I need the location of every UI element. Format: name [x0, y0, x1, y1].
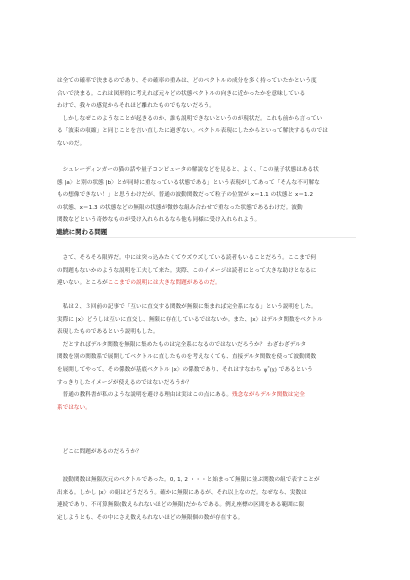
- text-line: 関数を別の関数系で展開してベクトルに直したものを考えなくても、直接デルタ関数を使って波動関数: [57, 354, 317, 361]
- emphasis-red-text: ここまでの説明には大きな問題があるのだ。: [107, 280, 221, 287]
- text-line: 出来る。しかし |x〉の組はどうだろう。確かに無限にあるが、それ以上なのだ。なぜなら、実数は: [57, 489, 307, 496]
- text-line: 表現したものであるという説明もした。: [57, 329, 159, 336]
- text-line: さて、そろそろ限界だ。中には突っ込みたくてウズウズしている読者もいることだろう。ここまで何: [57, 255, 317, 261]
- heading-divider: [56, 237, 356, 238]
- text-line: ないのだ。: [57, 140, 86, 147]
- text-line: 波動関数は無限次元のベクトルであった。0, 1, 2 ・・・と始まって無限に並ぶ関数の組で表すことが: [57, 477, 320, 483]
- section-heading: 連続に関わる問題: [56, 228, 108, 236]
- text-line: シュレーディンガーの猫の話や量子コンピュータの解説などを見ると、よく、「この量子状態はある状: [57, 167, 319, 173]
- schrodinger-paragraph: [57, 164, 357, 227]
- text-fragment: を展開してやって、その係数が基底ベクトル |x〉の係数であり、それはすなわち: [57, 366, 262, 373]
- text-line: 態 |a〉と別の状態 |b〉とが同時に重なっている状態である」という表現がしてあって「そんな不可解な: [57, 179, 320, 186]
- text-line: は全ての確率で決まるのであり、その確率の重みは、どのベクトルの成分を多く持っていたかという度: [57, 78, 317, 84]
- emphasis-red-text: 残念ながらデルタ関数は完全: [231, 392, 305, 399]
- text-line: [57, 277, 357, 290]
- text-line: の問題もないかのような説明を工夫して来た。実際、このイメージは読者にとって大きな助けとなるに: [57, 267, 317, 274]
- inline-formula: [264, 364, 277, 375]
- emphasis-red-text: 系ではない。: [57, 404, 91, 411]
- delta-function-paragraph: [57, 301, 357, 414]
- infinity-paragraph: [57, 474, 357, 524]
- intro-paragraph: [57, 75, 357, 151]
- text-fragment: 普通の教科書が私のような説明を避ける理由は実はこの点にある。: [57, 392, 232, 399]
- text-line: すっきりしたイメージが使えるのではないだろうか？: [57, 379, 192, 386]
- text-line: 連続であり、不可算無限(数えられないほどの無限)だからである。例え座標の区間をある範囲に限: [57, 502, 305, 509]
- text-line: [57, 364, 357, 377]
- text-line: もの想像できない！」と思うわけだが、普通の波動関数だって粒子の位置が x＝1.1 の状態と x＝1.2: [57, 192, 314, 199]
- text-line: だとすればデルタ関数を無限に集めたものは完全系になるのではないだろうか？ わざわざデルタ: [57, 341, 307, 348]
- text-line: 定しようとも、その中にさえ数えられないほどの無限個の数が存在する。: [57, 514, 244, 521]
- text-fragment: 違いない。ところが: [57, 280, 108, 287]
- text-line: 合いで決まる。これは図形的に考えれば元々どの状態ベクトルの向きに近かったかを意味している: [57, 90, 306, 97]
- text-line: どこに問題があるのだろうか？: [57, 449, 142, 455]
- text-line: 関数などという奇妙なものが受け入れられるなら他も同様に受け入れられよう。: [57, 217, 261, 224]
- text-line: わけで、我々の感覚からそれほど離れたものでもないだろう。: [57, 103, 215, 110]
- text-fragment: であるという: [278, 366, 313, 373]
- text-line: 実際に |x〉どうしは互いに直交し、無限に存在しているではないか。また、|x〉はデルタ関数をベクトル: [57, 316, 323, 323]
- text-line: しかしなぜこのようなことが起きるのか、誰も説明できないというのが現状だ。これも前から言ってい: [57, 115, 323, 122]
- text-line: の状態、x＝1.3 の状態などの無限の状態が微妙な組み合わせで重なった状態であるわけだ。波動: [57, 204, 303, 211]
- text-line: [57, 389, 357, 402]
- formula-superscript: *: [267, 365, 270, 371]
- text-line: る「波束の収縮」と同じことを言い直したに過ぎない。ベクトル表現にしたからといって解決するものでは: [57, 128, 328, 135]
- formula-base: ψ: [263, 367, 268, 374]
- problem-intro-paragraph: [57, 252, 357, 290]
- formula-argument: (x): [269, 367, 277, 374]
- question-paragraph: [57, 446, 357, 459]
- text-line: 私は２、３回前の記事で「互いに直交する関数が無限に集まれば完全系になる」という説明をした。: [57, 304, 317, 310]
